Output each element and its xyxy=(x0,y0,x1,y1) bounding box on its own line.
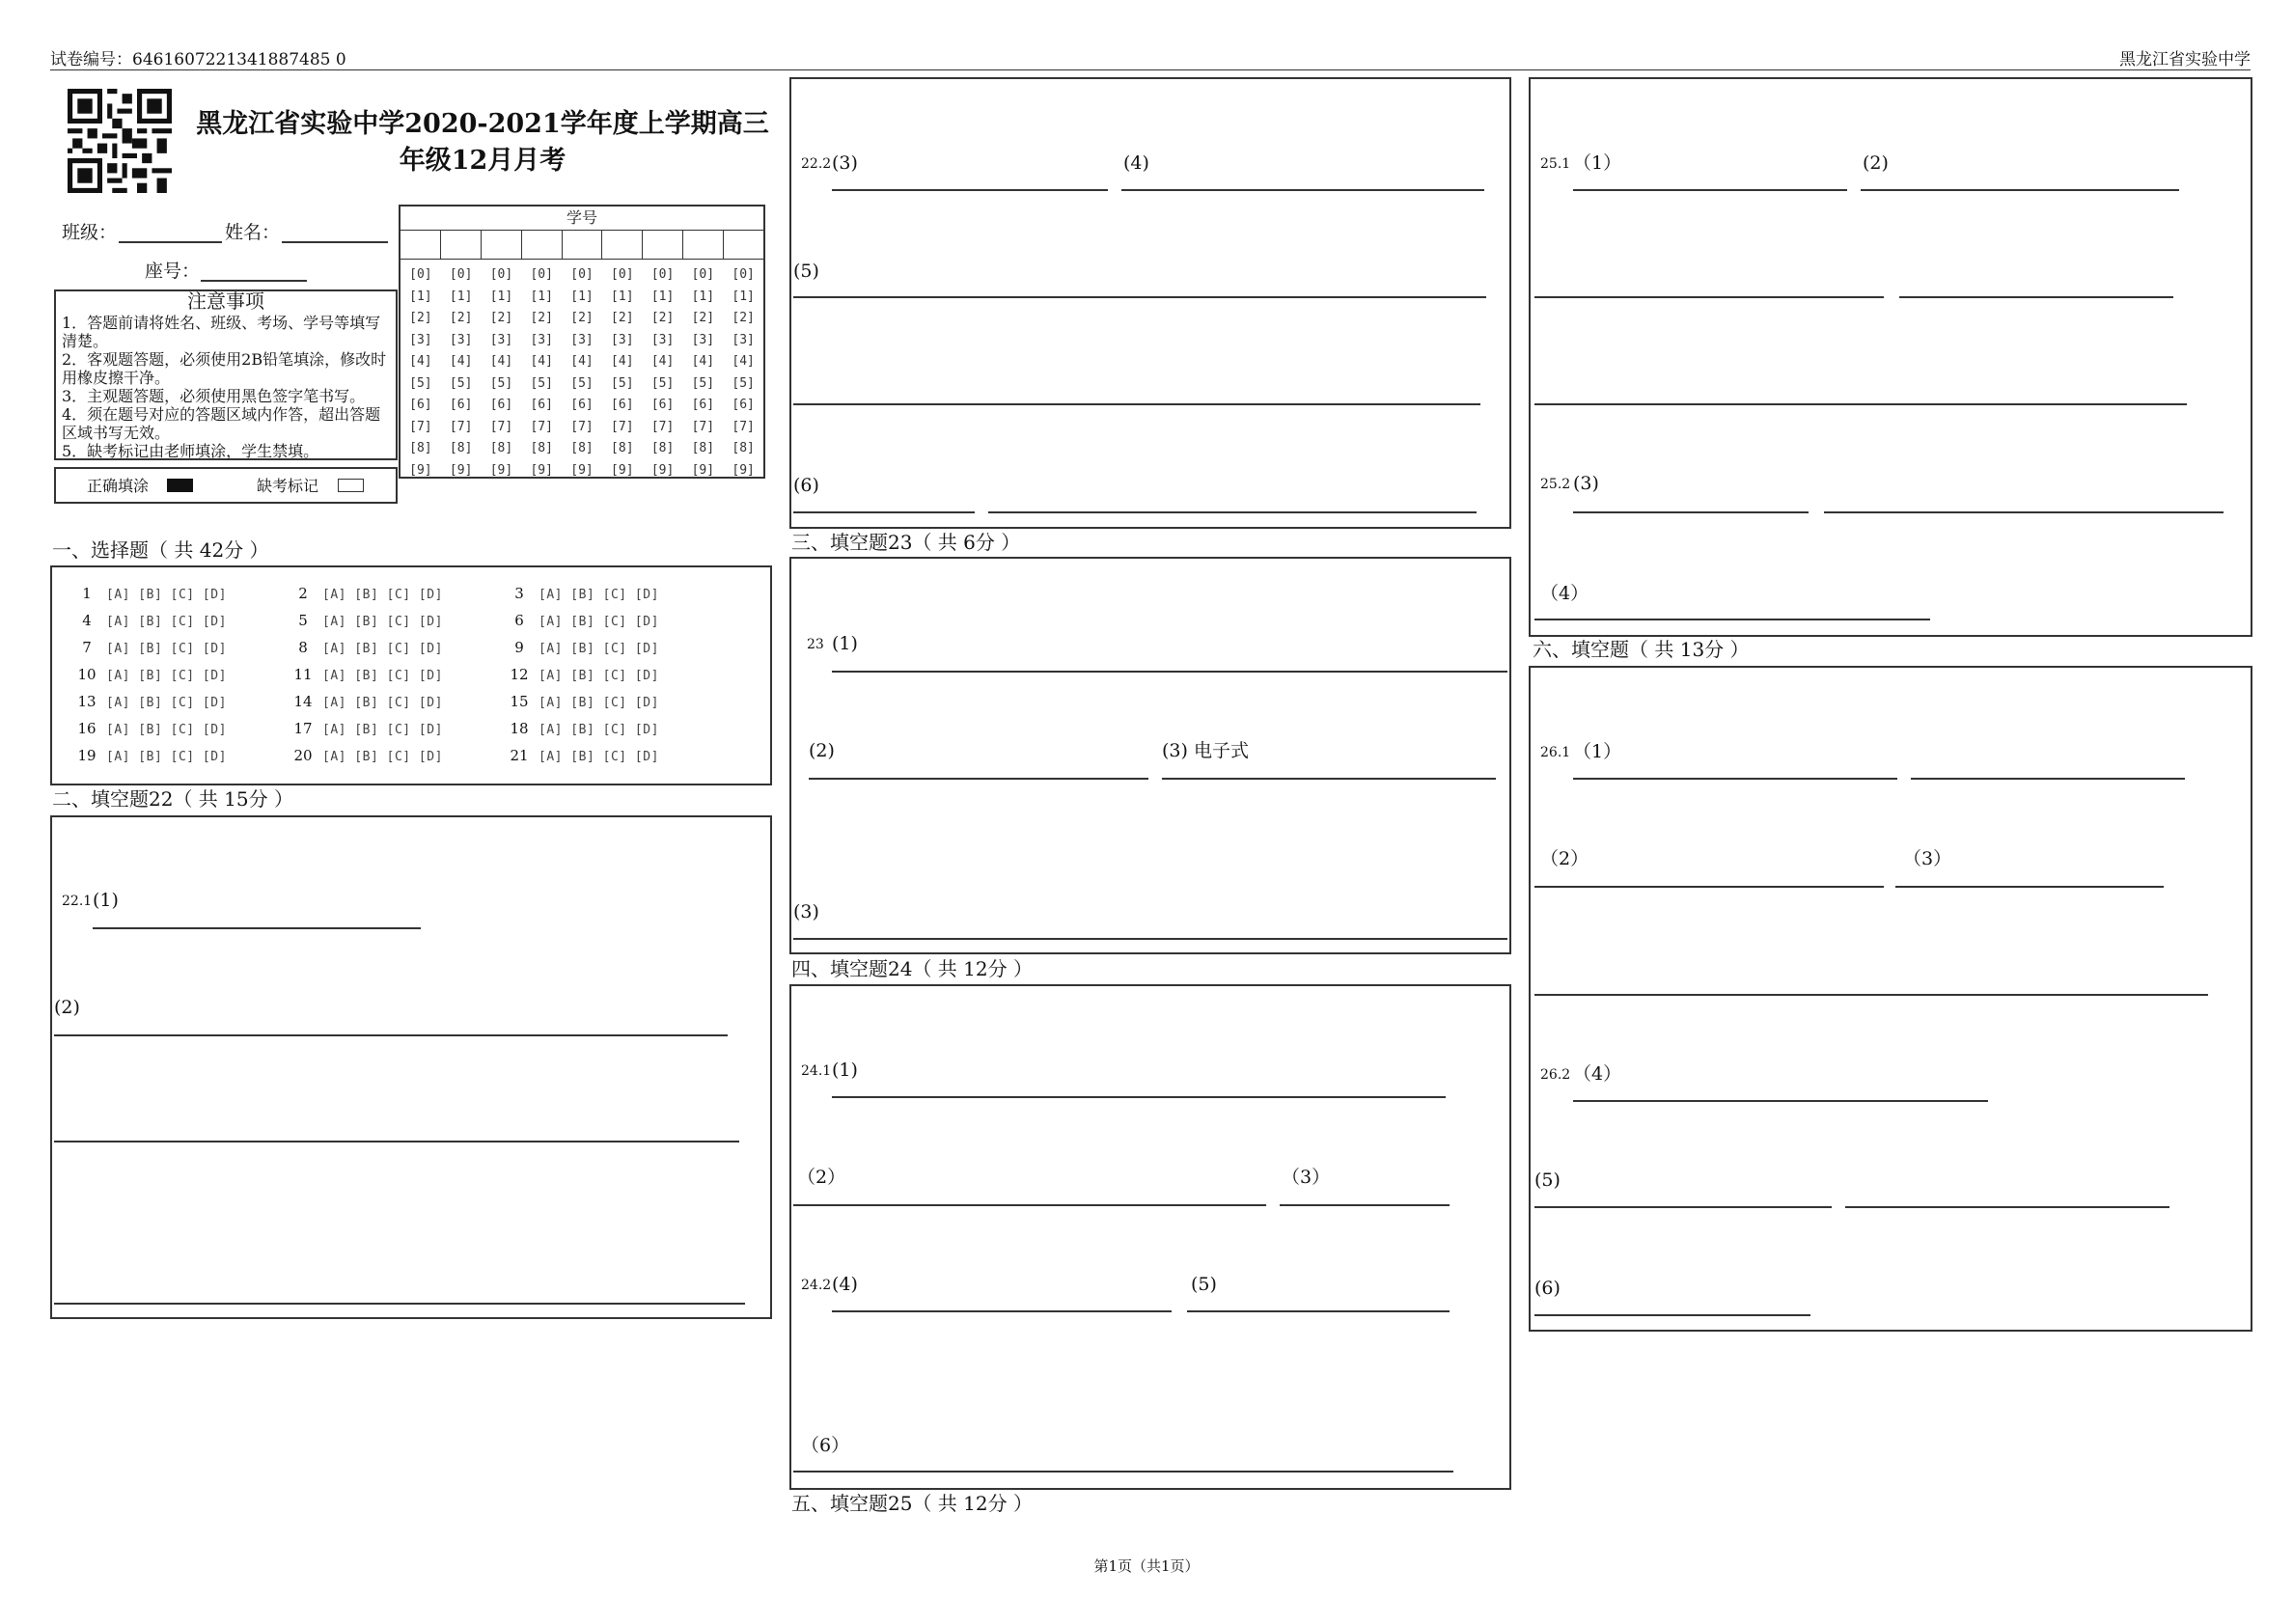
q22-2-answer-line[interactable] xyxy=(1121,189,1484,191)
notice-item: 3．主观题答题，必须使用黑色签字笔书写。 xyxy=(62,387,366,405)
id-digit-bubble[interactable]: [0] xyxy=(732,267,755,282)
mc-question-number: 17 xyxy=(293,720,313,737)
mc-question-number: 20 xyxy=(293,747,313,764)
id-digit-bubble[interactable]: [9] xyxy=(570,462,594,478)
mc-question-number: 16 xyxy=(77,720,97,737)
id-digit-bubble[interactable]: [9] xyxy=(530,462,553,478)
mc-question-number: 19 xyxy=(77,747,97,764)
q24-1-answer-line[interactable] xyxy=(793,1204,1266,1206)
id-digit-column[interactable] xyxy=(521,264,562,482)
student-id-label: 学号 xyxy=(401,206,763,231)
q22-1-answer-line[interactable] xyxy=(54,1034,728,1036)
id-digit-bubble[interactable]: [7] xyxy=(570,419,594,434)
id-digit-bubble[interactable]: [9] xyxy=(611,462,634,478)
id-write-cell[interactable] xyxy=(643,230,683,259)
section-4-title: 四、填空题24（ 共 12分 ） xyxy=(791,957,1033,980)
id-digit-bubble[interactable]: [0] xyxy=(650,267,675,282)
id-digit-bubble[interactable]: [5] xyxy=(611,375,634,391)
q26-box xyxy=(1529,666,2252,1332)
id-digit-bubble[interactable]: [6] xyxy=(691,398,715,412)
q25-1-answer-line[interactable] xyxy=(1534,403,2187,405)
id-digit-bubble[interactable]: [5] xyxy=(530,375,553,391)
mc-row xyxy=(68,639,689,658)
mc-question-number: 9 xyxy=(514,639,524,656)
q23-answer-line[interactable] xyxy=(809,778,1148,780)
id-digit-bubble[interactable]: [0] xyxy=(409,267,432,282)
id-digit-bubble[interactable]: [2] xyxy=(449,311,473,325)
mc-option-bubbles[interactable]: [A] [B] [C] [D] xyxy=(106,642,227,656)
id-digit-bubble[interactable]: [8] xyxy=(650,441,675,455)
q25-1-answer-line[interactable] xyxy=(1861,189,2179,191)
id-digit-column[interactable] xyxy=(602,264,643,482)
id-write-cell[interactable] xyxy=(401,230,441,259)
id-digit-bubble[interactable]: [7] xyxy=(691,419,715,434)
mc-question-number: 12 xyxy=(510,666,529,683)
notice-item: 5．缺考标记由老师填涂，学生禁填。 xyxy=(62,442,319,460)
mc-option-bubbles[interactable]: [A] [B] [C] [D] xyxy=(539,723,659,737)
id-write-cell[interactable] xyxy=(563,230,603,259)
id-digit-bubble[interactable]: [4] xyxy=(732,354,755,369)
id-write-cell[interactable] xyxy=(602,230,643,259)
id-write-cell[interactable] xyxy=(441,230,482,259)
id-digit-bubble[interactable]: [0] xyxy=(570,267,594,282)
id-digit-bubble[interactable]: [9] xyxy=(409,462,432,478)
id-digit-bubble[interactable]: [7] xyxy=(409,419,432,434)
q26-2-sub6-label: (6) xyxy=(1534,1278,1561,1299)
q22-1-sub1-label: (1) xyxy=(93,890,119,911)
mc-question-number: 1 xyxy=(82,585,92,602)
id-digit-bubble[interactable]: [4] xyxy=(530,354,553,369)
mc-question-number: 6 xyxy=(514,612,524,629)
id-digit-bubble[interactable]: [8] xyxy=(732,441,755,455)
q24-1-sub3-label: （3） xyxy=(1282,1167,1331,1188)
q26-2-answer-line[interactable] xyxy=(1845,1206,2169,1208)
id-digit-bubble[interactable]: [1] xyxy=(650,289,675,304)
q24-1-sub2-label: （2） xyxy=(797,1167,846,1188)
id-digit-bubble[interactable]: [1] xyxy=(611,289,634,304)
q25-box xyxy=(1529,77,2252,637)
class-label: 班级： xyxy=(62,222,118,243)
mc-option-bubbles[interactable]: [A] [B] [C] [D] xyxy=(106,723,227,737)
notice-box xyxy=(54,289,398,460)
id-digit-bubble[interactable]: [9] xyxy=(489,462,513,478)
id-digit-bubble[interactable]: [8] xyxy=(611,441,634,455)
q22-2-answer-line[interactable] xyxy=(832,189,1108,191)
q25-2-sub3-label: (3) xyxy=(1573,473,1599,494)
header-rule xyxy=(50,69,2251,70)
id-digit-bubble[interactable]: [3] xyxy=(530,332,553,347)
mc-option-bubbles[interactable]: [A] [B] [C] [D] xyxy=(322,696,443,710)
mc-option-bubbles[interactable]: [A] [B] [C] [D] xyxy=(106,615,227,629)
id-digit-bubble[interactable]: [9] xyxy=(449,462,473,478)
id-write-cell[interactable] xyxy=(724,230,763,259)
mc-option-bubbles[interactable]: [A] [B] [C] [D] xyxy=(106,669,227,683)
id-digit-bubble[interactable]: [1] xyxy=(570,289,594,304)
section-2-title: 二、填空题22（ 共 15分 ） xyxy=(52,787,293,811)
q23-answer-line[interactable] xyxy=(832,671,1507,673)
id-digit-bubble[interactable]: [3] xyxy=(489,332,513,347)
id-digit-bubble[interactable]: [6] xyxy=(650,398,675,412)
id-digit-bubble[interactable]: [3] xyxy=(691,332,715,347)
q22-2-number: 22.2 xyxy=(801,156,832,172)
class-field[interactable] xyxy=(119,241,222,243)
mc-question-number: 14 xyxy=(293,693,313,710)
mc-option-bubbles[interactable]: [A] [B] [C] [D] xyxy=(322,588,443,602)
id-digit-bubble[interactable]: [9] xyxy=(650,462,675,478)
mc-option-bubbles[interactable]: [A] [B] [C] [D] xyxy=(106,696,227,710)
id-digit-bubble[interactable]: [4] xyxy=(611,354,634,369)
id-write-cell[interactable] xyxy=(522,230,563,259)
id-digit-bubble[interactable]: [8] xyxy=(489,441,513,455)
q23-sub2-label: (2) xyxy=(809,740,835,761)
q24-2-answer-line[interactable] xyxy=(1187,1310,1450,1312)
id-digit-bubble[interactable]: [7] xyxy=(530,419,553,434)
q26-1-sub2-label: （2） xyxy=(1540,848,1589,869)
section-6-title: 六、填空题（ 共 13分 ） xyxy=(1533,638,1750,661)
id-digit-bubble[interactable]: [8] xyxy=(570,441,594,455)
q22-box xyxy=(50,815,772,1319)
mc-option-bubbles[interactable]: [A] [B] [C] [D] xyxy=(539,588,659,602)
mc-question-number: 13 xyxy=(77,693,97,710)
id-digit-bubble[interactable]: [3] xyxy=(570,332,594,347)
q24-box xyxy=(789,984,1511,1490)
q22-1-answer-line[interactable] xyxy=(54,1303,745,1305)
id-digit-bubble[interactable]: [0] xyxy=(530,267,553,282)
q25-1-answer-line[interactable] xyxy=(1573,189,1847,191)
q22-1-sub2-label: (2) xyxy=(54,997,80,1018)
q26-1-answer-line[interactable] xyxy=(1534,994,2208,996)
notice-item: 4．须在题号对应的答题区域内作答，超出答题区域书写无效。 xyxy=(62,405,381,442)
q25-1-answer-line[interactable] xyxy=(1534,296,1884,298)
id-digit-bubble[interactable]: [1] xyxy=(489,289,513,304)
mc-option-bubbles[interactable]: [A] [B] [C] [D] xyxy=(539,696,659,710)
id-digit-bubble[interactable]: [4] xyxy=(570,354,594,369)
q25-1-number: 25.1 xyxy=(1540,156,1571,172)
id-digit-bubble[interactable]: [4] xyxy=(650,354,675,369)
id-digit-column[interactable] xyxy=(441,264,482,482)
correct-fill-label: 正确填涂 xyxy=(87,477,150,495)
id-digit-bubble[interactable]: [4] xyxy=(409,354,432,369)
q26-2-answer-line[interactable] xyxy=(1534,1314,1810,1316)
id-digit-bubble[interactable]: [8] xyxy=(409,441,432,455)
q25-1-sub2-label: (2) xyxy=(1863,152,1889,174)
id-digit-bubble[interactable]: [5] xyxy=(570,375,594,391)
id-digit-column[interactable] xyxy=(723,264,763,482)
id-digit-bubble[interactable]: [6] xyxy=(570,398,594,412)
id-digit-bubble[interactable]: [8] xyxy=(691,441,715,455)
q23-answer-line[interactable] xyxy=(793,938,1507,940)
absent-mark-box[interactable] xyxy=(338,479,364,492)
id-digit-bubble[interactable]: [2] xyxy=(691,311,715,325)
student-id-table xyxy=(399,205,765,479)
mc-option-bubbles[interactable]: [A] [B] [C] [D] xyxy=(322,723,443,737)
id-digit-bubble[interactable]: [5] xyxy=(409,375,432,391)
section-5-title: 五、填空题25（ 共 12分 ） xyxy=(791,1492,1033,1515)
q23-sub3-label: (3) 电子式 xyxy=(1162,740,1249,761)
id-digit-column[interactable] xyxy=(682,264,723,482)
q26-2-sub4-label: （4） xyxy=(1573,1063,1622,1085)
id-digit-bubble[interactable]: [0] xyxy=(449,267,473,282)
id-digit-column[interactable] xyxy=(643,264,683,482)
q26-2-answer-line[interactable] xyxy=(1534,1206,1832,1208)
id-digit-bubble[interactable]: [2] xyxy=(489,311,513,325)
q26-1-answer-line[interactable] xyxy=(1911,778,2185,780)
id-digit-bubble[interactable]: [5] xyxy=(449,375,473,391)
id-digit-bubble[interactable]: [8] xyxy=(530,441,553,455)
q26-1-sub3-label: （3） xyxy=(1903,848,1952,869)
q23-answer-line[interactable] xyxy=(1162,778,1496,780)
id-digit-bubble[interactable]: [3] xyxy=(732,332,755,347)
id-digit-bubble[interactable]: [4] xyxy=(691,354,715,369)
q26-1-number: 26.1 xyxy=(1540,745,1571,760)
q25-2-answer-line[interactable] xyxy=(1534,619,1930,620)
mc-option-bubbles[interactable]: [A] [B] [C] [D] xyxy=(322,615,443,629)
q22-1-number: 22.1 xyxy=(62,894,93,909)
id-digit-bubble[interactable]: [8] xyxy=(449,441,473,455)
q25-2-number: 25.2 xyxy=(1540,477,1571,492)
mc-option-bubbles[interactable]: [A] [B] [C] [D] xyxy=(539,642,659,656)
absent-mark-label: 缺考标记 xyxy=(257,477,319,495)
id-digit-bubble[interactable]: [6] xyxy=(611,398,634,412)
id-digit-bubble[interactable]: [3] xyxy=(409,332,432,347)
q26-1-answer-line[interactable] xyxy=(1534,886,1884,888)
q26-1-sub1-label: （1） xyxy=(1573,741,1622,762)
q23-box xyxy=(789,557,1511,954)
mc-question-number: 15 xyxy=(510,693,529,710)
mc-question-number: 3 xyxy=(514,585,524,602)
id-digit-bubble[interactable]: [7] xyxy=(650,419,675,434)
id-digit-bubble[interactable]: [6] xyxy=(732,398,755,412)
q24-2-answer-line[interactable] xyxy=(793,1471,1453,1473)
mc-question-number: 18 xyxy=(510,720,529,737)
id-digit-bubble[interactable]: [2] xyxy=(732,311,755,325)
id-digit-bubble[interactable]: [2] xyxy=(409,311,432,325)
id-digit-bubble[interactable]: [2] xyxy=(650,311,675,325)
id-digit-bubble[interactable]: [0] xyxy=(691,267,715,282)
exam-title: 黑龙江省实验中学2020-2021学年度上学期高三年级12月月考 xyxy=(196,109,769,176)
mc-question-number: 10 xyxy=(77,666,97,683)
correct-fill-sample xyxy=(167,479,193,492)
mc-question-number: 4 xyxy=(82,612,92,629)
mc-row xyxy=(68,612,689,631)
mc-row xyxy=(68,585,689,604)
q25-2-answer-line[interactable] xyxy=(1573,511,1809,513)
id-digit-bubble[interactable]: [6] xyxy=(489,398,513,412)
q25-1-sub1-label: （1） xyxy=(1573,152,1622,174)
id-digit-bubble[interactable]: [6] xyxy=(449,398,473,412)
id-digit-bubble[interactable]: [3] xyxy=(449,332,473,347)
page-footer: 第1页（共1页） xyxy=(1093,1557,1200,1575)
id-digit-bubble[interactable]: [9] xyxy=(732,462,755,478)
notice-item: 1．答题前请将姓名、班级、考场、学号等填写清楚。 xyxy=(62,314,381,350)
q25-2-answer-line[interactable] xyxy=(1824,511,2224,513)
mc-question-number: 11 xyxy=(293,666,313,683)
id-digit-bubble[interactable]: [1] xyxy=(691,289,715,304)
id-digit-bubble[interactable]: [6] xyxy=(530,398,553,412)
id-digit-bubble[interactable]: [0] xyxy=(489,267,513,282)
id-digit-bubble[interactable]: [6] xyxy=(409,398,432,412)
q22-2-sub3-label: (3) xyxy=(832,152,858,174)
name-label: 姓名： xyxy=(225,222,281,243)
mc-question-number: 2 xyxy=(298,585,308,602)
id-digit-bubble[interactable]: [1] xyxy=(530,289,553,304)
id-digit-bubble[interactable]: [1] xyxy=(409,289,432,304)
q25-2-sub4-label: （4） xyxy=(1540,583,1589,604)
q22-1-answer-line[interactable] xyxy=(93,927,421,929)
q23-sub3b-label: (3) xyxy=(793,901,819,922)
q22-2-answer-line[interactable] xyxy=(988,511,1477,513)
id-digit-bubble[interactable]: [3] xyxy=(611,332,634,347)
q24-1-answer-line[interactable] xyxy=(832,1096,1446,1098)
id-digit-bubble[interactable]: [7] xyxy=(449,419,473,434)
q22-2-box xyxy=(789,77,1511,529)
id-digit-bubble[interactable]: [7] xyxy=(489,419,513,434)
id-digit-bubble[interactable]: [3] xyxy=(650,332,675,347)
id-digit-bubble[interactable]: [5] xyxy=(691,375,715,391)
mc-row xyxy=(68,720,689,739)
q22-2-answer-line[interactable] xyxy=(793,296,1486,298)
exam-id: 试卷编号：6461607221341887485 0 xyxy=(50,50,346,69)
id-digit-bubble[interactable]: [0] xyxy=(611,267,634,282)
id-digit-column[interactable] xyxy=(482,264,522,482)
q26-1-answer-line[interactable] xyxy=(1895,886,2164,888)
id-digit-bubble[interactable]: [1] xyxy=(449,289,473,304)
q22-2-sub6-label: (6) xyxy=(793,475,819,496)
id-digit-bubble[interactable]: [4] xyxy=(489,354,513,369)
id-digit-bubble[interactable]: [2] xyxy=(611,311,634,325)
id-digit-bubble[interactable]: [2] xyxy=(530,311,553,325)
mc-option-bubbles[interactable]: [A] [B] [C] [D] xyxy=(106,588,227,602)
q24-2-number: 24.2 xyxy=(801,1278,832,1293)
mc-row xyxy=(68,693,689,712)
mc-option-bubbles[interactable]: [A] [B] [C] [D] xyxy=(322,750,443,764)
q26-2-sub5-label: (5) xyxy=(1534,1170,1561,1191)
name-field[interactable] xyxy=(282,241,388,243)
id-digit-bubble[interactable]: [9] xyxy=(691,462,715,478)
mc-question-number: 5 xyxy=(298,612,308,629)
school-name-header: 黑龙江省实验中学 xyxy=(2119,50,2251,69)
id-digit-bubble[interactable]: [7] xyxy=(732,419,755,434)
section-3-title: 三、填空题23（ 共 6分 ） xyxy=(791,531,1021,554)
notice-title: 注意事项 xyxy=(187,289,264,313)
q24-2-answer-line[interactable] xyxy=(832,1310,1172,1312)
q24-2-sub4-label: (4) xyxy=(832,1274,858,1295)
mc-row xyxy=(68,666,689,685)
id-digit-bubble[interactable]: [4] xyxy=(449,354,473,369)
id-digit-bubble[interactable]: [2] xyxy=(570,311,594,325)
id-digit-bubble[interactable]: [5] xyxy=(489,375,513,391)
mc-option-bubbles[interactable]: [A] [B] [C] [D] xyxy=(322,669,443,683)
q22-1-answer-line[interactable] xyxy=(54,1141,739,1142)
mc-option-bubbles[interactable]: [A] [B] [C] [D] xyxy=(322,642,443,656)
q24-2-sub5-label: (5) xyxy=(1191,1274,1217,1295)
q26-2-number: 26.2 xyxy=(1540,1067,1571,1083)
id-digit-column[interactable] xyxy=(401,264,441,482)
q24-2-sub6-label: （6） xyxy=(801,1435,850,1456)
section-1-title: 一、选择题（ 共 42分 ） xyxy=(52,538,269,562)
q22-2-answer-line[interactable] xyxy=(793,403,1480,405)
q22-2-sub5-label: (5) xyxy=(793,261,819,282)
id-digit-bubble[interactable]: [1] xyxy=(732,289,755,304)
q22-2-sub4-label: (4) xyxy=(1123,152,1149,174)
q24-1-sub1-label: (1) xyxy=(832,1060,858,1081)
mc-question-number: 8 xyxy=(298,639,308,656)
mc-question-number: 21 xyxy=(510,747,529,764)
seat-label: 座号： xyxy=(145,261,201,282)
q26-2-answer-line[interactable] xyxy=(1573,1100,1988,1102)
mc-option-bubbles[interactable]: [A] [B] [C] [D] xyxy=(539,615,659,629)
q23-sub1-label: (1) xyxy=(832,633,858,654)
id-digit-column[interactable] xyxy=(562,264,602,482)
notice-item: 2．客观题答题，必须使用2B铅笔填涂，修改时用橡皮擦干净。 xyxy=(62,350,387,387)
id-digit-bubble[interactable]: [5] xyxy=(732,375,755,391)
seat-field[interactable] xyxy=(201,280,307,282)
q23-number: 23 xyxy=(807,637,824,652)
q25-1-answer-line[interactable] xyxy=(1899,296,2173,298)
q26-1-answer-line[interactable] xyxy=(1573,778,1897,780)
q24-1-answer-line[interactable] xyxy=(1280,1204,1450,1206)
mc-option-bubbles[interactable]: [A] [B] [C] [D] xyxy=(539,750,659,764)
id-write-cell[interactable] xyxy=(683,230,724,259)
id-digit-bubble[interactable]: [7] xyxy=(611,419,634,434)
mc-option-bubbles[interactable]: [A] [B] [C] [D] xyxy=(106,750,227,764)
mc-option-bubbles[interactable]: [A] [B] [C] [D] xyxy=(539,669,659,683)
id-digit-bubble[interactable]: [5] xyxy=(650,375,675,391)
id-write-cell[interactable] xyxy=(482,230,522,259)
q24-1-number: 24.1 xyxy=(801,1063,832,1079)
id-bubble-grid[interactable] xyxy=(401,264,763,482)
mc-question-number: 7 xyxy=(82,639,92,656)
qr-code-icon xyxy=(68,89,172,193)
q22-2-answer-line[interactable] xyxy=(793,511,975,513)
mc-row xyxy=(68,747,689,766)
